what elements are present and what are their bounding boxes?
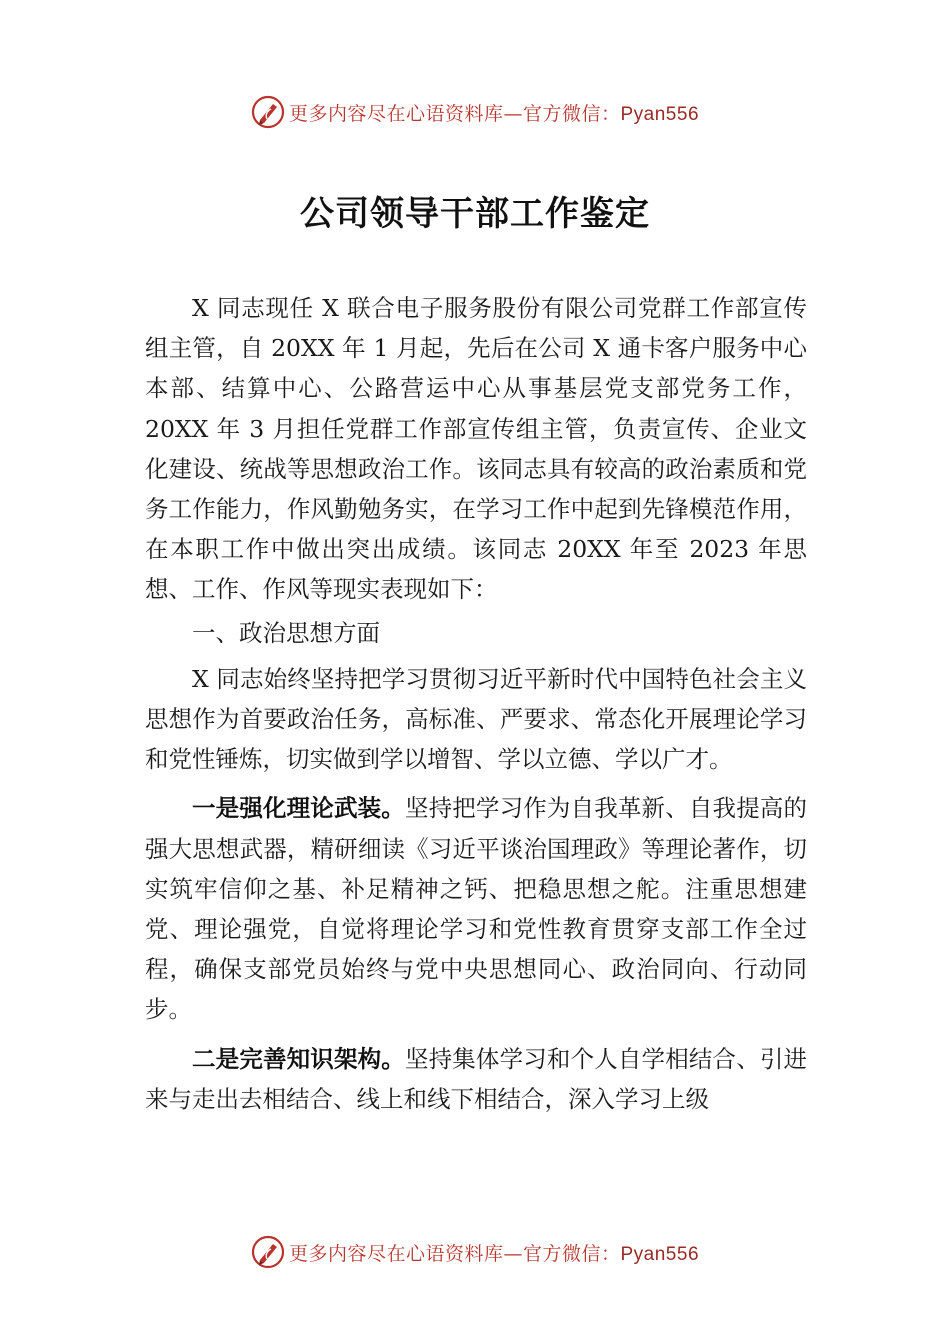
pen-logo-icon — [251, 1235, 285, 1269]
header-banner — [0, 92, 950, 132]
document-body — [145, 288, 807, 1119]
section-heading: 一、政治思想方面 — [192, 618, 380, 647]
pen-logo-icon — [251, 95, 285, 129]
wechat-id: Pyan556 — [620, 103, 700, 125]
point-body-1: 坚持把学习作为自我革新、自我提高的强大思想武器，精研细读《习近平谈治国理政》等理论著作，切实筑牢信仰之基、补足精神之钙、把稳思想之舵。注重思想建党、理论强党，自觉将理论学习和党性教育贯穿支部工作全过程，确保支部党员始终与党中央思想同心、政治同向、行动同步。 — [145, 794, 808, 1024]
point-paragraph-1 — [145, 788, 807, 1029]
point-lead-1: 一是强化理论武装。 — [192, 794, 405, 823]
document-title: 公司领导干部工作鉴定 — [300, 194, 650, 234]
point-body-2: 坚持集体学习和个人自学相结合、引进来与走出去相结合、线上和线下相结合，深入学习上级 — [145, 1044, 808, 1113]
point-lead-2: 二是完善知识架构。 — [192, 1044, 405, 1073]
banner-label: 更多内容尽在心语资料库—官方微信： — [288, 102, 621, 125]
banner-label: 更多内容尽在心语资料库—官方微信： — [288, 1242, 621, 1265]
intro-paragraph: X 同志现任 X 联合电子服务股份有限公司党群工作部宣传组主管，自 20XX 年 1 月起，先后在公司 X 通卡客户服务中心本部、结算中心、公路营运中心从事基层党支部党务工作，20XX 年 3 月担任党群工作部宣传组主管，负责宣传、企业文化建设、统战等思想政治工作。该同志具有较高的政治素质和党务工作能力，作风勤勉务实，在学习工作中起到先锋模范作用，在本职工作中做出突出成绩。该同志 20XX 年至 2023 年思想、工作、作风等现实表现如下： — [145, 294, 807, 604]
section-paragraph: X 同志始终坚持把学习贯彻习近平新时代中国特色社会主义思想作为首要政治任务，高标准、严要求、常态化开展理论学习和党性锤炼，切实做到学以增智、学以立德、学以广才。 — [145, 664, 807, 774]
banner-text — [289, 1239, 699, 1266]
point-paragraph-2 — [145, 1039, 807, 1119]
footer-banner — [0, 1232, 950, 1272]
wechat-id: Pyan556 — [620, 1243, 700, 1265]
banner-text — [289, 99, 699, 126]
